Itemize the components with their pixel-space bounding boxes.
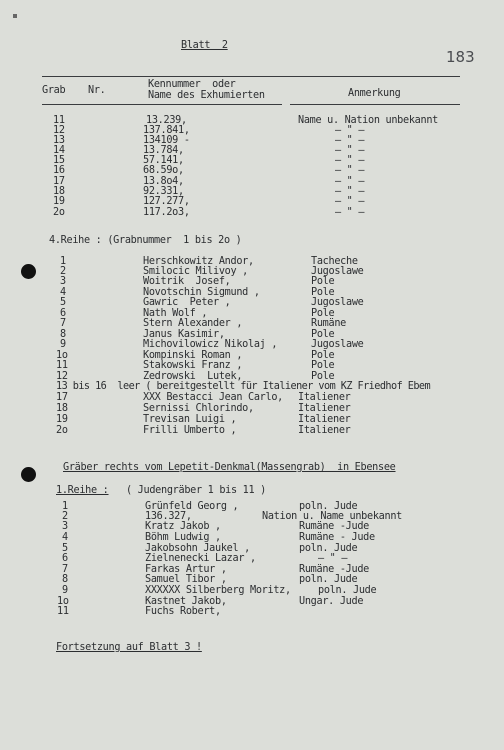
row-name: Zedrowski Lutek,: [143, 371, 243, 382]
row-nation: Pole: [311, 329, 335, 340]
row-nr: 11: [53, 115, 65, 126]
row-nation: Rumäne -Jude: [299, 521, 370, 532]
row-name: Nath Wolf ,: [143, 308, 208, 319]
row-name: Farkas Artur ,: [145, 564, 227, 575]
row-nr: 15: [53, 155, 65, 166]
row-name: Janus Kasimir,: [143, 329, 225, 340]
row-name: Kratz Jakob ,: [145, 521, 221, 532]
row-nr: 1: [62, 501, 68, 512]
row-name: Fuchs Robert,: [145, 606, 221, 617]
row-nr: 6: [60, 308, 66, 319]
row-nr: 3: [62, 521, 68, 532]
row-nation: Italiener: [298, 425, 351, 436]
row-nation: Nation u. Name unbekannt: [262, 511, 403, 522]
row-name: Frilli Umberto ,: [143, 425, 237, 436]
row4-reserved-note: 13 bis 16 leer ( bereitgestellt für Italiener vom KZ Friedhof Ebem: [56, 381, 431, 392]
row-nation: Tacheche: [311, 256, 358, 267]
row-name: Stern Alexander ,: [143, 318, 243, 329]
row-nation: Jugoslawe: [311, 297, 364, 308]
row-nr: 17: [56, 392, 68, 403]
row-name: Kompinski Roman ,: [143, 350, 243, 361]
row-nation: Pole: [311, 276, 335, 287]
row-note: – " –: [335, 196, 365, 207]
row-kenn: 68.59o,: [143, 165, 184, 176]
row-nr: 11: [56, 360, 68, 371]
row-name: Jakobsohn Jaukel ,: [145, 543, 251, 554]
row-nr: 13: [53, 135, 65, 146]
row-name: Gawric Peter ,: [143, 297, 231, 308]
row-nation: Pole: [311, 360, 335, 371]
row-name: Samuel Tibor ,: [145, 574, 227, 585]
row-name: 136.327,: [145, 511, 192, 522]
row-kenn: 134109 -: [143, 135, 190, 146]
row-nr: 3: [60, 276, 66, 287]
row4-heading: 4.Reihe : (Grabnummer 1 bis 2o ): [49, 235, 242, 246]
row-nation: Pole: [311, 350, 335, 361]
row-nr: 8: [60, 329, 66, 340]
row-nation: Ungar. Jude: [299, 596, 364, 607]
row-nation: Italiener: [298, 414, 351, 425]
row-kenn: 92.331,: [143, 186, 184, 197]
row-nr: 19: [53, 196, 65, 207]
col-kenn-header-line2: Name des Exhumierten: [148, 90, 265, 101]
row-name: Trevisan Luigi ,: [143, 414, 237, 425]
row-kenn: 13.239,: [146, 115, 187, 126]
row-nation: Pole: [311, 287, 335, 298]
row-nation: poln. Jude: [318, 585, 377, 596]
row-name: Stakowski Franz ,: [143, 360, 243, 371]
row-note: – " –: [335, 165, 365, 176]
row-nr: 5: [60, 297, 66, 308]
row-nr: 1: [60, 256, 66, 267]
row-note: – " –: [335, 125, 365, 136]
row-kenn: 127.277,: [143, 196, 190, 207]
row-nr: 4: [62, 532, 68, 543]
col-nr-header: Nr.: [88, 85, 106, 96]
row-nr: 6: [62, 553, 68, 564]
header-top-rule: [42, 76, 460, 77]
row-note: – " –: [335, 145, 365, 156]
row-nr: 18: [53, 186, 65, 197]
row-nr: 2o: [53, 207, 65, 218]
sheet-title: Blatt 2: [181, 40, 228, 51]
row-name: Herschkowitz Andor,: [143, 256, 254, 267]
col-kenn-header-line1: Kennummer oder: [148, 79, 236, 90]
row-nr: 2: [62, 511, 68, 522]
row-nr: 12: [56, 371, 68, 382]
row1-heading-label: 1.Reihe :: [56, 485, 109, 496]
row-nr: 5: [62, 543, 68, 554]
row-nation: Rumäne - Jude: [299, 532, 375, 543]
continuation-note: Fortsetzung auf Blatt 3 !: [56, 642, 202, 653]
punch-hole: [21, 467, 36, 482]
row-nr: 16: [53, 165, 65, 176]
row-nr: 1o: [56, 350, 68, 361]
row-name: Woitrik Josef,: [143, 276, 231, 287]
row-note: – " –: [335, 207, 365, 218]
row-nr: 11: [57, 606, 69, 617]
row-nation: Italiener: [298, 392, 351, 403]
row-note: – " –: [335, 186, 365, 197]
row-name: Kastnet Jakob,: [145, 596, 227, 607]
row-nation: Pole: [311, 371, 335, 382]
row-nr: 2o: [56, 425, 68, 436]
row-kenn: 137.841,: [143, 125, 190, 136]
row-nr: 18: [56, 403, 68, 414]
row-nr: 7: [62, 564, 68, 575]
handwritten-page-number: 183: [446, 48, 475, 66]
row-nation: Rumäne: [311, 318, 347, 329]
header-bottom-rule-right: [290, 104, 460, 105]
row-name: Smilocic Milivoy ,: [143, 266, 249, 277]
row-nr: 4: [60, 287, 66, 298]
row-nation: Rumäne -Jude: [299, 564, 370, 575]
row-nation: poln. Jude: [299, 501, 358, 512]
row-note: Name u. Nation unbekannt: [298, 115, 439, 126]
row-name: Michovilowicz Nikolaj ,: [143, 339, 278, 350]
row-nation: Jugoslawe: [311, 266, 364, 277]
row-nr: 19: [56, 414, 68, 425]
row-name: Grünfeld Georg ,: [145, 501, 239, 512]
corner-mark: [13, 14, 17, 18]
row-kenn: 117.2o3,: [143, 207, 190, 218]
row-nation: Italiener: [298, 403, 351, 414]
row-nr: 8: [62, 574, 68, 585]
row-kenn: 13.784,: [143, 145, 184, 156]
row-nation: poln. Jude: [299, 574, 358, 585]
row-nr: 2: [60, 266, 66, 277]
row-nation: poln. Jude: [299, 543, 358, 554]
header-bottom-rule-left: [42, 104, 282, 105]
row-nr: 9: [62, 585, 68, 596]
row-nr: 7: [60, 318, 66, 329]
row-name: Zielnenecki Lazar ,: [145, 553, 256, 564]
row-name: Sernissi Chlorindo,: [143, 403, 254, 414]
row-name: Böhm Ludwig ,: [145, 532, 221, 543]
row-kenn: 57.141,: [143, 155, 184, 166]
row-note: – " –: [335, 176, 365, 187]
row-note: – " –: [335, 135, 365, 146]
row-nr: 14: [53, 145, 65, 156]
row-name: Novotschin Sigmund ,: [143, 287, 260, 298]
row-nr: 9: [60, 339, 66, 350]
row-nr: 17: [53, 176, 65, 187]
row-name: XXXXXX Silberberg Moritz,: [145, 585, 291, 596]
row-nr: 12: [53, 125, 65, 136]
row1-heading-range: ( Judengräber 1 bis 11 ): [126, 485, 267, 496]
punch-hole: [21, 264, 36, 279]
row-nation: Pole: [311, 308, 335, 319]
row-nr: 1o: [57, 596, 69, 607]
col-grab-header: Grab: [42, 85, 66, 96]
row-nation: – " –: [318, 553, 348, 564]
row-note: – " –: [335, 155, 365, 166]
row-kenn: 13.8o4,: [143, 176, 184, 187]
row-name: XXX Bestacci Jean Carlo,: [143, 392, 284, 403]
mass-grave-heading: Gräber rechts vom Lepetit-Denkmal(Massengrab) in Ebensee: [63, 462, 396, 473]
col-anmerkung-header: Anmerkung: [348, 88, 401, 99]
row-nation: Jugoslawe: [311, 339, 364, 350]
